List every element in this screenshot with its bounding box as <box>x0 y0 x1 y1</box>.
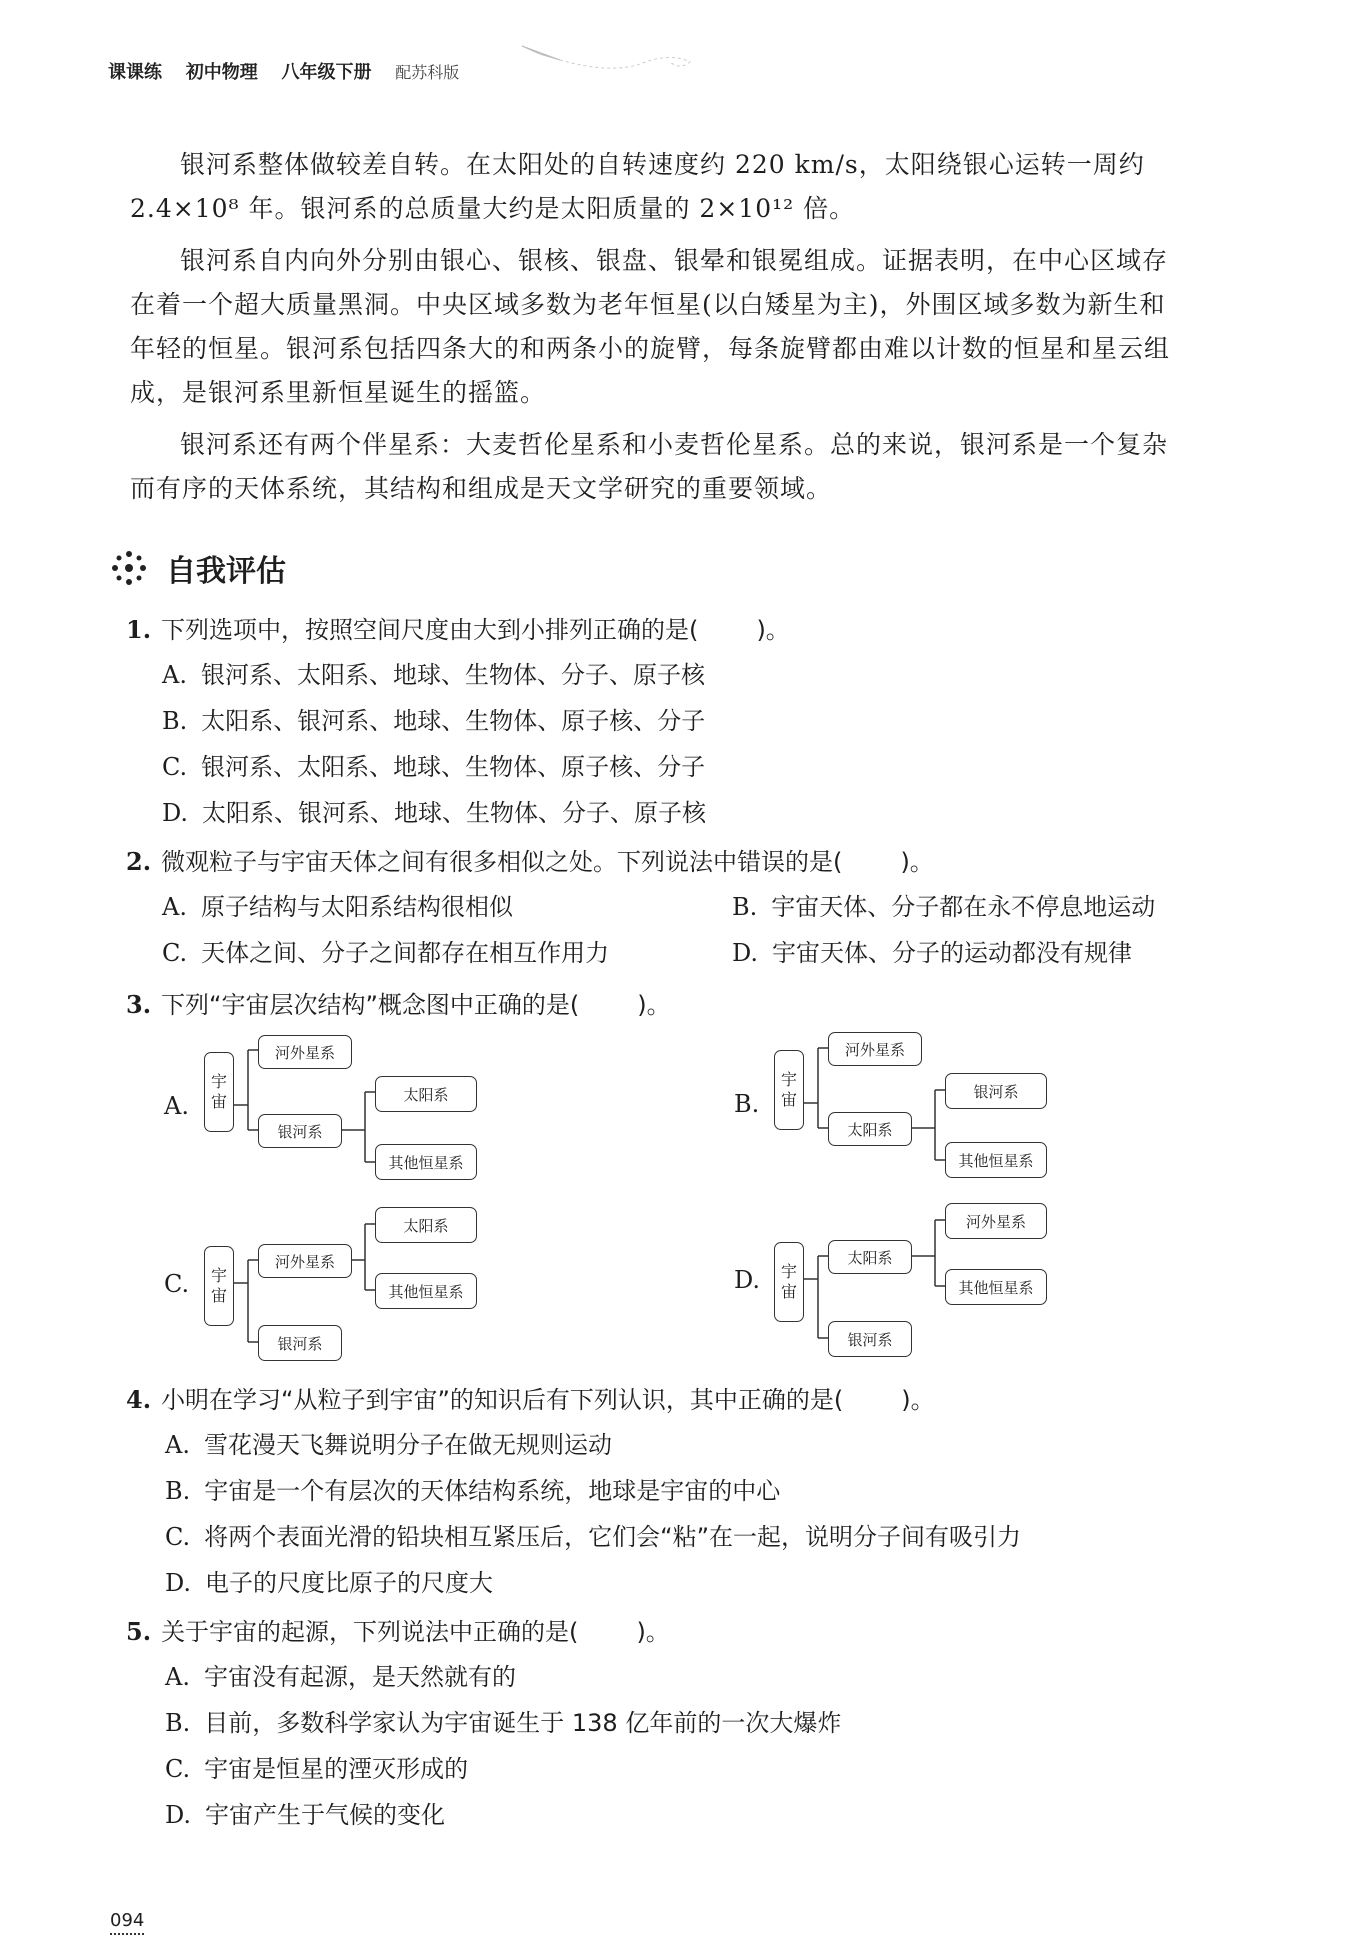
option: C. 宇宙是恒星的湮灭形成的 <box>165 1755 469 1783</box>
diagram-letter: A. <box>164 1092 189 1120</box>
option: C. 天体之间、分子之间都存在相互作用力 <box>162 939 610 967</box>
option: A. 雪花漫天飞舞说明分子在做无规则运动 <box>165 1431 612 1459</box>
header-grade: 八年级下册 <box>281 62 372 83</box>
page-number: 094 <box>110 1910 144 1935</box>
section-title: 自我评估 <box>166 554 286 589</box>
concept-diagram-c <box>160 1198 500 1368</box>
option: D. 宇宙产生于气候的变化 <box>165 1801 446 1829</box>
header-brand: 课课练 <box>108 62 162 83</box>
node: 其他恒星系 <box>375 1144 477 1180</box>
option: B. 宇宙天体、分子都在永不停息地运动 <box>732 893 1156 921</box>
paragraph: 银河系自内向外分别由银心、银核、银盘、银晕和银冕组成。证据表明，在中心区域存在着一个超大质量黑洞。中央区域多数为老年恒星(以白矮星为主)，外围区域多数为新生和年轻的恒星。银河系包括四条大的和两条小的旋臂，每条旋臂都由难以计数的恒星和星云组成，是银河系里新恒星诞生的摇篮。 <box>130 246 1171 407</box>
header-edition: 配苏科版 <box>395 63 460 82</box>
option: A. 银河系、太阳系、地球、生物体、分子、原子核 <box>162 661 705 689</box>
paper-plane-icon <box>520 40 720 80</box>
option: A. 宇宙没有起源，是天然就有的 <box>165 1663 516 1691</box>
option: D. 宇宙天体、分子的运动都没有规律 <box>732 939 1133 967</box>
question-3: 3. 下列“宇宙层次结构”概念图中正确的是( )。 <box>126 990 671 1019</box>
option: B. 宇宙是一个有层次的天体结构系统，地球是宇宙的中心 <box>165 1477 781 1505</box>
node: 太阳系 <box>828 1240 912 1274</box>
concept-diagram-b <box>730 1018 1070 1188</box>
question-5: 5. 关于宇宙的起源，下列说法中正确的是( )。 <box>126 1617 670 1646</box>
node: 河外星系 <box>828 1032 922 1066</box>
reading-passage <box>130 143 1180 511</box>
node: 河外星系 <box>945 1203 1047 1239</box>
node: 银河系 <box>828 1321 912 1357</box>
diagram-letter: C. <box>164 1270 190 1298</box>
node: 其他恒星系 <box>945 1142 1047 1178</box>
dots-icon <box>106 548 152 588</box>
node: 其他恒星系 <box>945 1269 1047 1305</box>
concept-diagram-d <box>730 1194 1070 1364</box>
root-node: 宇 宙 <box>204 1246 234 1326</box>
diagram-letter: B. <box>734 1090 760 1118</box>
option: D. 电子的尺度比原子的尺度大 <box>165 1569 494 1597</box>
root-node: 宇 宙 <box>204 1052 234 1132</box>
node: 银河系 <box>945 1073 1047 1109</box>
section-heading <box>106 546 286 590</box>
node: 太阳系 <box>375 1207 477 1243</box>
node: 其他恒星系 <box>375 1273 477 1309</box>
root-node: 宇 宙 <box>774 1242 804 1322</box>
diagram-letter: D. <box>734 1266 761 1294</box>
question-1: 1. 下列选项中，按照空间尺度由大到小排列正确的是( )。 <box>126 615 790 644</box>
option: D. 太阳系、银河系、地球、生物体、分子、原子核 <box>162 799 707 827</box>
option: A. 原子结构与太阳系结构很相似 <box>162 893 513 921</box>
option: B. 目前，多数科学家认为宇宙诞生于 138 亿年前的一次大爆炸 <box>165 1709 842 1737</box>
node: 河外星系 <box>258 1035 352 1069</box>
option: C. 将两个表面光滑的铅块相互紧压后，它们会“粘”在一起，说明分子间有吸引力 <box>165 1523 1022 1551</box>
node: 银河系 <box>258 1325 342 1361</box>
concept-diagram-a <box>160 1020 500 1190</box>
paragraph: 银河系还有两个伴星系：大麦哲伦星系和小麦哲伦星系。总的来说，银河系是一个复杂而有序的天体系统，其结构和组成是天文学研究的重要领域。 <box>130 430 1169 503</box>
header-subject: 初中物理 <box>185 62 258 83</box>
question-2: 2. 微观粒子与宇宙天体之间有很多相似之处。下列说法中错误的是( )。 <box>126 847 934 876</box>
page-header <box>108 58 459 84</box>
node: 河外星系 <box>258 1244 352 1278</box>
node: 太阳系 <box>828 1112 912 1146</box>
root-node: 宇 宙 <box>774 1050 804 1130</box>
question-4: 4. 小明在学习“从粒子到宇宙”的知识后有下列认识，其中正确的是( )。 <box>126 1385 935 1414</box>
node: 太阳系 <box>375 1076 477 1112</box>
paragraph: 银河系整体做较差自转。在太阳处的自转速度约 220 km/s，太阳绕银心运转一周约 2.4×10⁸ 年。银河系的总质量大约是太阳质量的 2×10¹² 倍。 <box>130 150 1145 223</box>
option: C. 银河系、太阳系、地球、生物体、原子核、分子 <box>162 753 706 781</box>
option: B. 太阳系、银河系、地球、生物体、原子核、分子 <box>162 707 706 735</box>
node: 银河系 <box>258 1114 342 1148</box>
